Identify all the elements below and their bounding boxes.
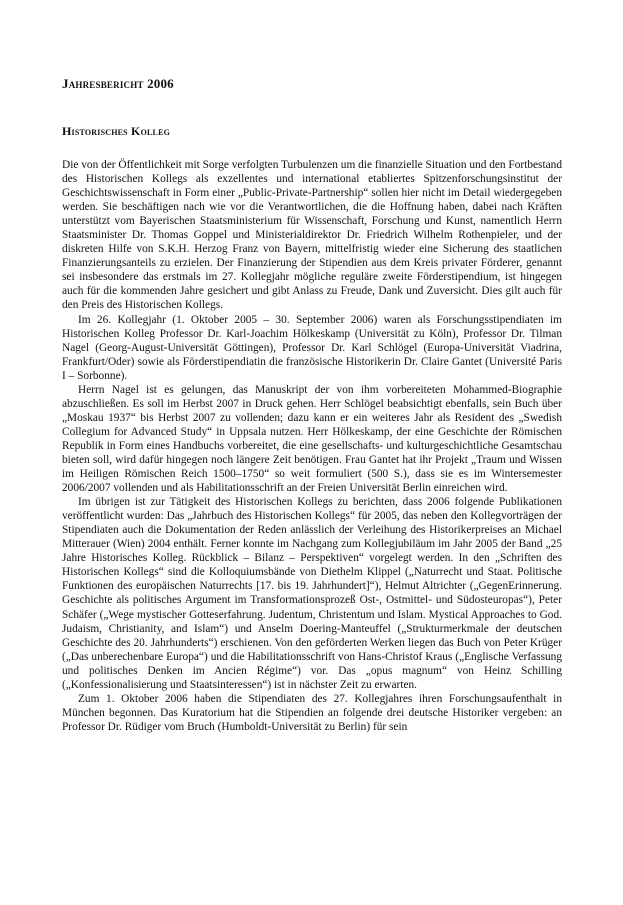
paragraph-publications: Im übrigen ist zur Tätigkeit des Historischen Kollegs zu berichten, dass 2006 folgende Publikationen veröffentlicht wurden: Das „Jahrbuch des Historischen Kollegs“ für 2005, das neben den Kollegvorträgen der Stipendiaten auch die Dokumentation der Reden anlässlich der Verleihung des Historikerpreises an Michael Mitterauer (Wien) 2004 enthält. Ferner konnte im Nachgang zum Kollegjubiläum im Jahr 2005 der Band „25 Jahre Historisches Kolleg. Rückblick – Bilanz – Perspektiven“ vorgelegt werden. In den „Schriften des Historischen Kollegs“ sind die Kolloquiumsbände von Diethelm Klippel („Naturrecht und Staat. Politische Funktionen des europäischen Naturrechts [17. bis 19. Jahrhundert]“), Helmut Altrichter („GegenErinnerung. Geschichte als politisches Argument im Transformationsprozeß Ost-, Ostmittel- und Südosteuropas“), Peter Schäfer („Wege mystischer Gotteserfahrung. Judentum, Christentum und Islam. Mystical Approaches to God. Judaism, Christianity, and Islam“) und Anselm Doering-Manteuffel („Strukturmerkmale der deutschen Geschichte des 20. Jahrhunderts“) erschienen. Von den geförderten Werken liegen das Buch von Peter Krüger („Das unberechenbare Europa“) und die Habilitationsschrift von Hans-Christof Kraus („Englische Verfassung und politisches Denken im Ancien Régime“) vor. Das „opus magnum“ von Heinz Schilling („Konfessionalisierung und Staatsinteressen“) ist in nächster Zeit zu erwarten.	[62, 496, 562, 691]
paragraph-intro: Die von der Öffentlichkeit mit Sorge verfolgten Turbulenzen um die finanzielle Situation und den Fortbestand des Historischen Kollegs als exzellentes und international etabliertes Spitzenforschungsinstitut der Geschichtswissenschaft in Form einer „Public-Private-Partnership“ sollen hier nicht im Detail wiedergegeben werden. Sie beschäftigen nach wie vor die Verantwortlichen, die die Hoffnung haben, dabei nach Kräften unterstützt vom Bayerischen Staatsministerium für Wissenschaft, Forschung und Kunst, namentlich Herrn Staatsminister Dr. Thomas Goppel und Ministerialdirektor Dr. Friedrich Wilhelm Rothenpieler, und der diskreten Hilfe von S.K.H. Herzog Franz von Bayern, mittelfristig wieder eine Sicherung des staatlichen Finanzierungsanteils zu erzielen. Der Finanzierung der Stipendien aus dem Kreis privater Förderer, genannt sei insbesondere das erstmals im 27. Kollegjahr mögliche reguläre zweite Förderstipendium, ist hingegen auch für die kommenden Jahre gesichert und gibt Anlass zu Freude, Dank und Zuversicht. Dies gilt auch für den Preis des Historischen Kollegs.	[62, 159, 562, 312]
paragraph-fellows: Im 26. Kollegjahr (1. Oktober 2005 – 30. September 2006) waren als Forschungsstipendiaten im Historischen Kolleg Professor Dr. Karl-Joachim Hölkeskamp (Universität zu Köln), Professor Dr. Tilman Nagel (Georg-August-Universität Göttingen), Professor Dr. Karl Schlögel (Europa-Universität Viadrina, Frankfurt/Oder) sowie als Förderstipendiatin die französische Historikerin Dr. Claire Gantet (Université Paris I – Sorbonne).	[62, 313, 562, 382]
paragraph-projects: Herrn Nagel ist es gelungen, das Manuskript der von ihm vorbereiteten Mohammed-Biographie abzuschließen. Es soll im Herbst 2007 in Druck gehen. Herr Schlögel beabsichtigt ebenfalls, sein Buch über „Moskau 1937“ bis Herbst 2007 zu vollenden; dazu kann er ein weiteres Jahr als Resident des „Swedish Collegium for Advanced Study“ in Uppsala nutzen. Herr Hölkeskamp, der eine Geschichte der Römischen Republik in Form eines Handbuchs vorbereitet, die eine gesellschafts- und kulturgeschichtliche Gesamtschau bieten soll, wird dafür hingegen noch längere Zeit benötigen. Frau Gantet hat ihr Projekt „Traum und Wissen im Heiligen Römischen Reich 1500–1750“ so weit formuliert (500 S.), dass sie es im Wintersemester 2006/2007 vollenden und als Habilitationsschrift an der Freien Universität Berlin einreichen wird.	[62, 383, 562, 495]
body-text	[62, 158, 562, 734]
report-title: Jahresbericht 2006	[62, 76, 174, 91]
section-title: Historisches Kolleg	[62, 124, 171, 138]
paragraph-new-fellows: Zum 1. Oktober 2006 haben die Stipendiaten des 27. Kollegjahres ihren Forschungsaufenthalt in München begonnen. Das Kuratorium hat die Stipendien an folgende drei deutsche Historiker vergeben: an Professor Dr. Rüdiger vom Bruch (Humboldt-Universität zu Berlin) für sein	[62, 692, 562, 733]
